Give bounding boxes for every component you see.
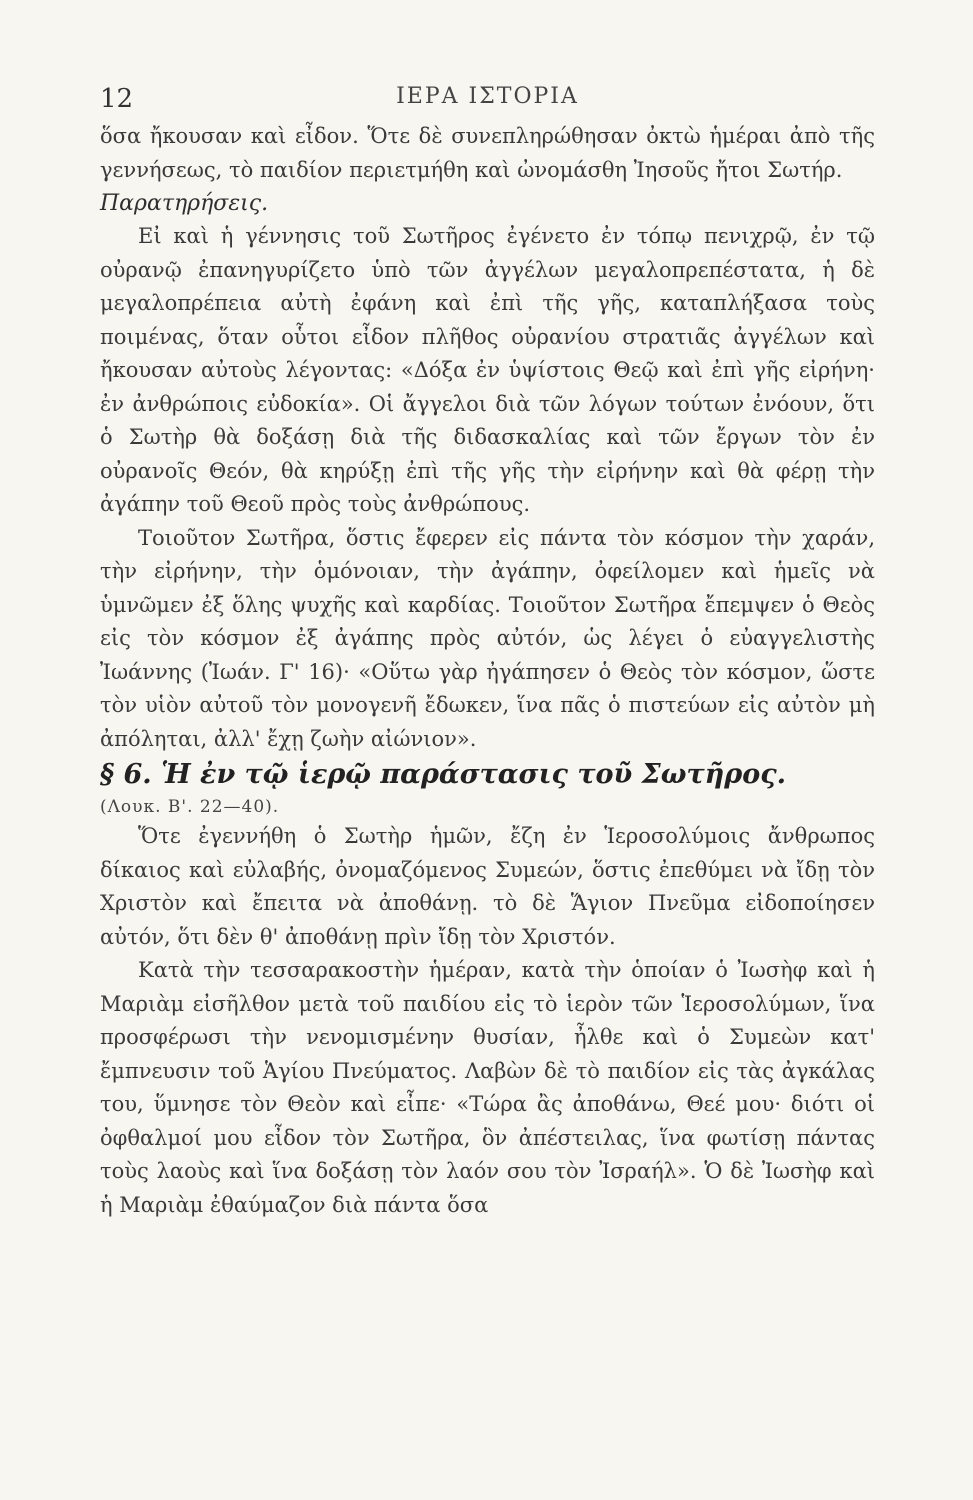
page-number: 12 [100, 84, 134, 114]
opening-paragraph: ὅσα ἤκουσαν καὶ εἶδον. Ὅτε δὲ συνεπληρώθησαν ὀκτὼ ἡμέραι ἀπὸ τῆς γεννήσεως, τὸ παιδίον περιετμήθη καὶ ὠνομάσθη Ἰησοῦς ἤτοι Σωτήρ. [100, 124, 875, 182]
remarks-paragraph: Τοιοῦτον Σωτῆρα, ὅστις ἔφερεν εἰς πάντα τὸν κόσμον τὴν χαράν, τὴν εἰρήνην, τὴν ὁμόνοιαν, τὴν ἀγάπην, ὀφείλομεν καὶ ἡμεῖς νὰ ὑμνῶμεν ἐξ ὅλης ψυχῆς καὶ καρδίας. Τοιοῦτον Σωτῆρα ἔπεμψεν ὁ Θεὸς εἰς τὸν κόσμον ἐξ ἀγάπης πρὸς αὐτόν, ὡς λέγει ὁ εὐαγγελιστὴς Ἰωάννης (Ἰωάν. Γ' 16)· «Οὕτω γὰρ ἠγάπησεν ὁ Θεὸς τὸν κόσμον, ὥστε τὸν υἱὸν αὐτοῦ τὸν μονογενῆ ἔδωκεν, ἵνα πᾶς ὁ πιστεύων εἰς αὐτὸν μὴ ἀπόληται, ἀλλ' ἔχῃ ζωὴν αἰώνιον». [100, 525, 875, 751]
section-paragraph: Κατὰ τὴν τεσσαρακοστὴν ἡμέραν, κατὰ τὴν ὁποίαν ὁ Ἰωσὴφ καὶ ἡ Μαριὰμ εἰσῆλθον μετὰ τοῦ παιδίου εἰς τὸ ἱερὸν τῶν Ἱεροσολύμων, ἵνα προσφέρωσι τὴν νενομισμένην θυσίαν, ἦλθε καὶ ὁ Συμεὼν κατ' ἔμπνευσιν τοῦ Ἁγίου Πνεύματος. Λαβὼν δὲ τὸ παιδίον εἰς τὰς ἀγκάλας του, ὕμνησε τὸν Θεὸν καὶ εἶπε· «Τώρα ἂς ἀποθάνω, Θεέ μου· διότι οἱ ὀφθαλμοί μου εἶδον τὸν Σωτῆρα, ὃν ἀπέστειλας, ἵνα φωτίσῃ πάντας τοὺς λαοὺς καὶ ἵνα δοξάσῃ τὸν λαόν σου τὸν Ἰσραήλ». Ὁ δὲ Ἰωσὴφ καὶ ἡ Μαριὰμ ἐθαύμαζον διὰ πάντα ὅσα [100, 958, 875, 1217]
section-reference: (Λουκ. Β'. 22—40). [100, 797, 280, 817]
body-text [100, 120, 875, 1222]
remarks-heading: Παρατηρήσεις. [100, 191, 269, 216]
section-paragraph: Ὅτε ἐγεννήθη ὁ Σωτὴρ ἡμῶν, ἔζη ἐν Ἱεροσολύμοις ἄνθρωπος δίκαιος καὶ εὐλαβής, ὀνομαζόμενος Συμεών, ὅστις ἐπεθύμει νὰ ἴδῃ τὸν Χριστὸν καὶ ἔπειτα νὰ ἀποθάνῃ. τὸ δὲ Ἅγιον Πνεῦμα εἰδοποίησεν αὐτόν, ὅτι δὲν θ' ἀποθάνῃ πρὶν ἴδῃ τὸν Χριστόν. [100, 824, 875, 949]
running-header [100, 84, 875, 120]
remarks-paragraph: Εἰ καὶ ἡ γέννησις τοῦ Σωτῆρος ἐγένετο ἐν τόπῳ πενιχρῷ, ἐν τῷ οὐρανῷ ἐπανηγυρίζετο ὑπὸ τῶν ἀγγέλων μεγαλοπρεπέστατα, ἡ δὲ μεγαλοπρέπεια αὐτὴ ἐφάνη καὶ ἐπὶ τῆς γῆς, καταπλήξασα τοὺς ποιμένας, ὅταν οὗτοι εἶδον πλῆθος οὐρανίου στρατιᾶς ἀγγέλων καὶ ἤκουσαν αὐτοὺς λέγοντας: «Δόξα ἐν ὑψίστοις Θεῷ καὶ ἐπὶ γῆς εἰρήνη· ἐν ἀνθρώποις εὐδοκία». Οἱ ἄγγελοι διὰ τῶν λόγων τούτων ἐνόουν, ὅτι ὁ Σωτὴρ θὰ δοξάσῃ διὰ τῆς διδασκαλίας καὶ τῶν ἔργων τὸν ἐν οὐρανοῖς Θεόν, θὰ κηρύξῃ ἐπὶ τῆς γῆς τὴν εἰρήνην καὶ θὰ φέρῃ τὴν ἀγάπην τοῦ Θεοῦ πρὸς τοὺς ἀνθρώπους. [100, 224, 875, 516]
running-title: ΙΕΡΑ ΙΣΤΟΡΙΑ [396, 84, 579, 109]
section-heading: § 6. Ἡ ἐν τῷ ἱερῷ παράστασις τοῦ Σωτῆρος. [100, 759, 787, 790]
